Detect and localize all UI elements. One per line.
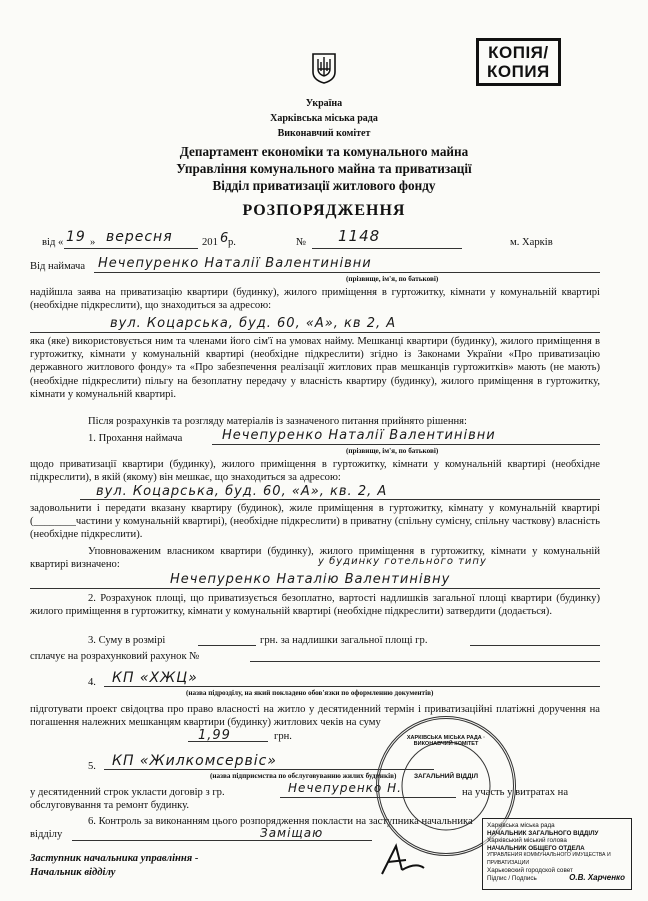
date-year-prefix: 201 bbox=[202, 237, 218, 248]
item5-service-company: КП «Жилкомсервіс» bbox=[112, 753, 277, 769]
document-number: 1148 bbox=[338, 227, 381, 245]
certify-l1: Харківська міська рада bbox=[487, 822, 555, 829]
item1-text2: задовольнити і передати вказану квартиру (будинок), жиле приміщення в гуртожитку, кімнату у комунальній квартирі (________частини у комунальній квартирі), (необхідне підкреслити) в приватну (спільну сумісну, спільну часткову) власність (необхідне підкреслити). bbox=[30, 503, 600, 541]
applicant-label: Від наймача bbox=[30, 261, 86, 272]
item2-text: 2. Розрахунок площі, що приватизується безоплатно, вартості надлишків загальної площі квартири (будинку) жилого приміщення в гуртожитку, кімнати у комунальній квартирі (необхідне підкреслити) затвердити (додається). bbox=[30, 593, 600, 618]
header-committee: Виконавчий комітет bbox=[277, 128, 371, 139]
item4-caption: (назва підрозділу, на який покладено обов'язки по оформленню документів) bbox=[186, 689, 434, 697]
item4-number: 4. bbox=[88, 677, 96, 688]
paragraph-residents: яка (яке) використовується ним та членами його сім'ї на умовах найму. Мешканці квартири (будинку), жилого приміщення в гуртожитку, кімнати у комунальній квартирі (необхідне підкреслити) згідно із Законами України «Про приватизацію державного житлового фонду» та «Про забезпечення реалізації житлових прав мешканців гуртожитків» мають (не мають) (необхідне підкреслити) пільгу на безоплатну передачу у власність квартиру (будинку), жилого приміщення в гуртожитку, кімнати у комунальній квартирі. bbox=[30, 336, 600, 400]
item5-text-a: у десятиденний строк укласти договір з гр. bbox=[30, 787, 225, 798]
item5-name: Нечепуренко Н. bbox=[288, 781, 402, 795]
item1-text1: щодо приватизації квартири (будинку), жилого приміщення в гуртожитку, кімнати у комунальній квартирі (необхідне підкреслити), в якій (якому) він мешкає, що знаходиться за адресою: bbox=[30, 459, 600, 484]
signatory-title-line1: Заступник начальника управління - bbox=[30, 853, 199, 864]
header-country: Україна bbox=[305, 98, 343, 109]
item1-text3: Уповноваженим власником квартири (будинку), жилого приміщення в гуртожитку, кімнати у комунальній квартирі визначено: bbox=[30, 546, 600, 571]
copy-stamp bbox=[476, 38, 561, 86]
certify-l6: Харьковский городской совет bbox=[487, 867, 573, 874]
applicant-name: Нечепуренко Наталії Валентинівни bbox=[98, 256, 372, 271]
item6-text: 6. Контроль за виконанням цього розпорядження покласти на заступника начальника bbox=[88, 816, 473, 827]
item1-caption: (прізвище, ім'я, по батькові) bbox=[346, 447, 439, 455]
item4-text: підготувати проект свідоцтва про право власності на житло у десятиденний термін і приватизаційні платіжні доручення на погашення належних мешканцям квартири (будинку) житлових чеків на суму bbox=[30, 704, 600, 729]
item5-number: 5. bbox=[88, 761, 96, 772]
header-council: Харківська міська рада bbox=[270, 113, 378, 124]
copy-stamp-line2: КОПИЯ bbox=[487, 62, 550, 81]
item1-owner-note: у будинку готельного типу bbox=[318, 556, 487, 567]
date-line bbox=[42, 227, 622, 250]
item1-address: вул. Коцарська, буд. 60, «А», кв. 2, А bbox=[96, 484, 388, 499]
date-day: 19 bbox=[66, 229, 86, 245]
signatory-title-line2: Начальник відділу bbox=[30, 867, 116, 878]
certify-l2: НАЧАЛЬНИК ЗАГАЛЬНОГО ВІДДІЛУ bbox=[487, 829, 599, 837]
certification-stamp bbox=[482, 818, 632, 890]
address-handwritten: вул. Коцарська, буд. 60, «А», кв 2, А bbox=[110, 316, 397, 331]
date-mid: » bbox=[90, 237, 96, 248]
item5-caption: (назва підприємства по обслуговуванню жилих будинків) bbox=[210, 772, 397, 780]
item6-handwritten: Заміщаю bbox=[260, 826, 324, 840]
date-month: вересня bbox=[106, 229, 173, 245]
trident-emblem-icon bbox=[311, 52, 337, 84]
seal-center-text: ЗАГАЛЬНИЙ ВІДДІЛ bbox=[413, 773, 479, 780]
item1-owner-name: Нечепуренко Наталію Валентинівну bbox=[170, 572, 451, 587]
copy-stamp-line1: КОПІЯ/ bbox=[488, 43, 549, 62]
date-prefix: від « bbox=[42, 237, 64, 248]
seal-ring-text: ХАРКІВСЬКА МІСЬКА РАДА · ВИКОНАВЧИЙ КОМІТЕТ bbox=[406, 735, 486, 747]
item3-account: сплачує на розрахунковий рахунок № bbox=[30, 651, 200, 662]
item4-sum: 1,99 bbox=[198, 728, 231, 743]
header-division: Відділ приватизації житлового фонду bbox=[212, 178, 436, 193]
city: м. Харків bbox=[510, 237, 553, 248]
item4-responsible: КП «ХЖЦ» bbox=[112, 670, 198, 686]
header-department: Департамент економіки та комунального майна bbox=[179, 144, 469, 159]
paragraph-application: надійшла заява на приватизацію квартири (будинку), жилого приміщення в гуртожитку, кімнати у комунальній квартирі (необхідне підкреслити), що знаходиться за адресою: bbox=[30, 287, 600, 312]
certify-l8: О.В. Харченко bbox=[569, 872, 625, 882]
paragraph-decision: Після розрахунків та розгляду матеріалів із зазначеного питання прийнято рішення: bbox=[88, 416, 467, 427]
item3-text: грн. за надлишки загальної площі гр. bbox=[260, 635, 428, 646]
applicant-caption: (прізвище, ім'я, по батькові) bbox=[346, 275, 439, 283]
date-year-suffix: 6 bbox=[220, 231, 230, 246]
document-title: РОЗПОРЯДЖЕННЯ bbox=[242, 202, 406, 219]
certify-l5: УПРАВЛЕНИЯ КОММУНАЛЬНОГО ИМУЩЕСТВА И ПРИВАТИЗАЦИИ bbox=[487, 852, 611, 866]
item1-label: 1. Прохання наймача bbox=[88, 433, 183, 444]
certify-l4: НАЧАЛЬНИК ОБЩЕГО ОТДЕЛА bbox=[487, 844, 585, 852]
certify-l3: Харківський міський голова bbox=[487, 837, 567, 844]
item6-text2: відділу bbox=[30, 829, 63, 840]
item4-unit: грн. bbox=[274, 731, 292, 742]
item1-name: Нечепуренко Наталії Валентинівни bbox=[222, 428, 496, 443]
header-administration: Управління комунального майна та приватизації bbox=[176, 161, 472, 176]
item3-label: 3. Суму в розмірі bbox=[88, 635, 166, 646]
item5-text-b: на участь у витратах на обслуговування та ремонт будинку. bbox=[30, 787, 569, 812]
date-year-end: р. bbox=[228, 237, 236, 248]
certify-l7: Підпис / Подпись bbox=[487, 874, 537, 882]
number-label: № bbox=[296, 237, 307, 248]
